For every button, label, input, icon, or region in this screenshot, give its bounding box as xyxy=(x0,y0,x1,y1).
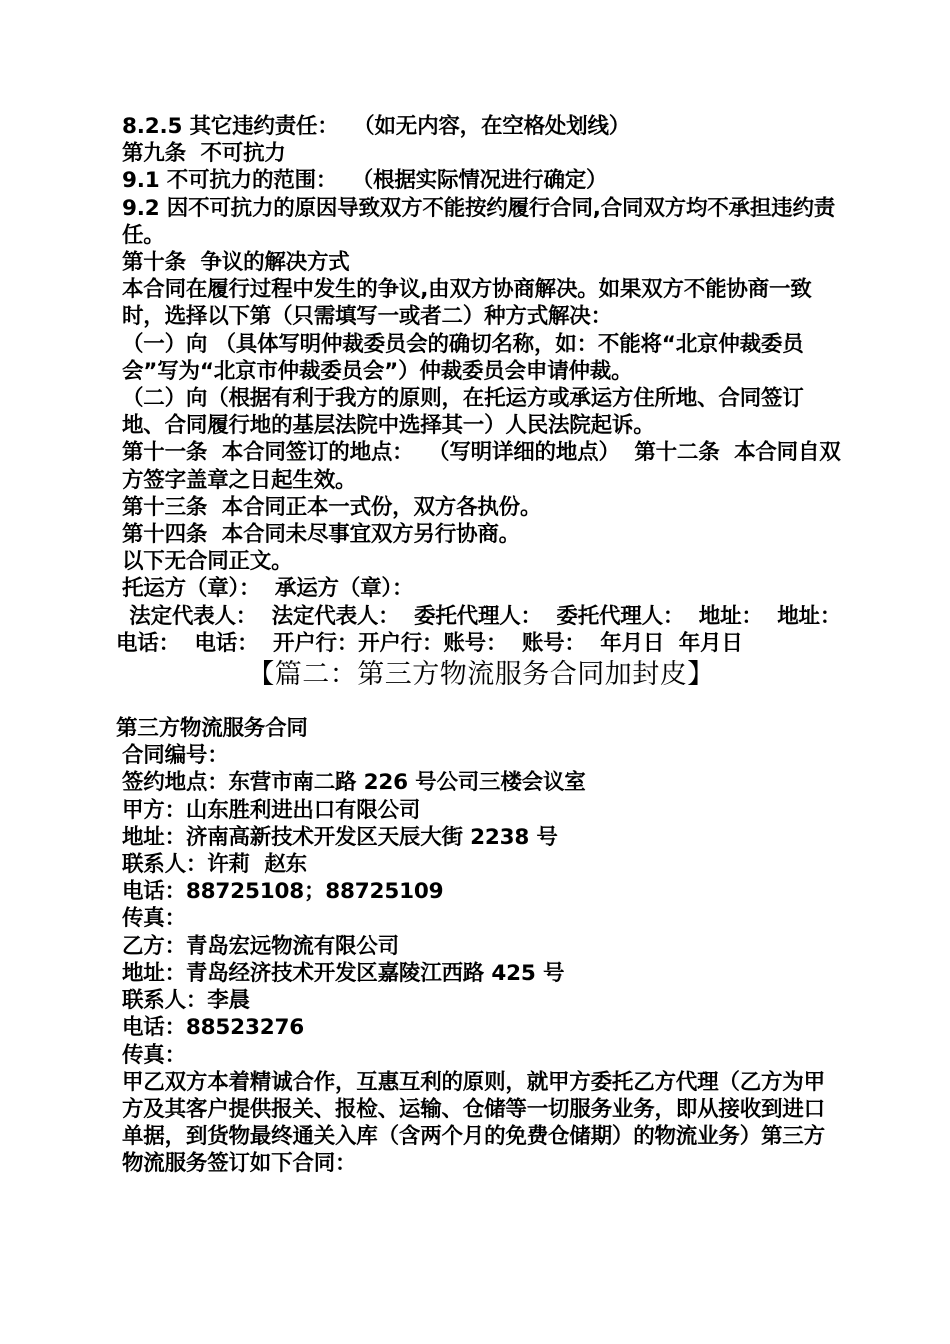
text-paragraph: 8.2.5 其它违约责任： （如无内容，在空格处划线） xyxy=(122,114,631,139)
text-paragraph: （二）向（根据有利于我方的原则，在托运方或承运方住所地、合同签订地、合同履行地的基层法院中选择其一）人民法院起诉。 xyxy=(122,386,804,439)
text-paragraph: 本合同在履行过程中发生的争议,由双方协商解决。如果双方不能协商一致时，选择以下第（只需填写一或者二）种方式解决： xyxy=(122,277,812,330)
document-page xyxy=(116,113,846,1178)
text-paragraph: 电话：88725108；88725109 xyxy=(122,879,444,905)
text-paragraph: 地址：济南高新技术开发区天辰大街 2238 号 xyxy=(122,824,558,850)
text-paragraph: 甲乙双方本着精诚合作，互惠互利的原则，就甲方委托乙方代理（乙方为甲方及其客户提供报关、报检、运输、仓储等一切服务业务，即从接收到进口单据，到货物最终通关入库（含两个月的免费仓储期）的物流业务）第三方物流服务签订如下合同： xyxy=(122,1069,825,1177)
text-paragraph: 9.1 不可抗力的范围： （根据实际情况进行确定） xyxy=(122,168,608,194)
text-paragraph: 9.2 因不可抗力的原因导致双方不能按约履行合同,合同双方均不承担违约责任。 xyxy=(122,195,836,248)
contract-part-one xyxy=(116,113,846,657)
text-paragraph: 甲方：山东胜利进出口有限公司 xyxy=(122,797,421,823)
contract-part-two xyxy=(116,715,846,1177)
text-paragraph: 合同编号： xyxy=(122,743,229,769)
text-paragraph: 地址：青岛经济技术开发区嘉陵江西路 425 号 xyxy=(122,960,565,986)
text-paragraph: 以下无合同正文。 xyxy=(122,549,293,575)
text-paragraph: 第十条 争议的解决方式 xyxy=(122,250,350,276)
text-paragraph: 第三方物流服务合同 xyxy=(116,716,308,742)
text-paragraph: 电话： 电话： 开户行：开户行：账号： 账号： 年月日 年月日 xyxy=(116,630,743,656)
text-paragraph: 乙方：青岛宏远物流有限公司 xyxy=(122,933,399,959)
text-paragraph: 联系人：李晨 xyxy=(122,988,250,1014)
text-paragraph: 法定代表人： 法定代表人： 委托代理人： 委托代理人： 地址： 地址： xyxy=(122,603,842,629)
text-paragraph: 传真： xyxy=(122,906,186,932)
text-paragraph: 第十三条 本合同正本一式份，双方各执份。 xyxy=(122,494,542,520)
text-paragraph: 电话：88523276 xyxy=(122,1015,304,1041)
text-paragraph: 第九条 不可抗力 xyxy=(122,141,286,167)
text-paragraph: 第十四条 本合同未尽事宜双方另行协商。 xyxy=(122,522,520,548)
text-paragraph: 托运方（章）： 承运方（章）： xyxy=(122,576,414,602)
text-paragraph: （一）向 （具体写明仲裁委员会的确切名称，如：不能将“北京仲裁委员会”写为“北京市仲裁委员会”）仲裁委员会申请仲裁。 xyxy=(122,331,804,384)
section-heading: 【篇二：第三方物流服务合同加封皮】 xyxy=(247,659,715,691)
text-paragraph: 联系人：许莉 赵东 xyxy=(122,852,307,878)
text-paragraph: 签约地点：东营市南二路 226 号公司三楼会议室 xyxy=(122,770,586,796)
text-paragraph: 第十一条 本合同签订的地点： （写明详细的地点） 第十二条 本合同自双方签字盖章之日起生效。 xyxy=(122,440,841,493)
text-paragraph: 传真： xyxy=(122,1042,186,1068)
